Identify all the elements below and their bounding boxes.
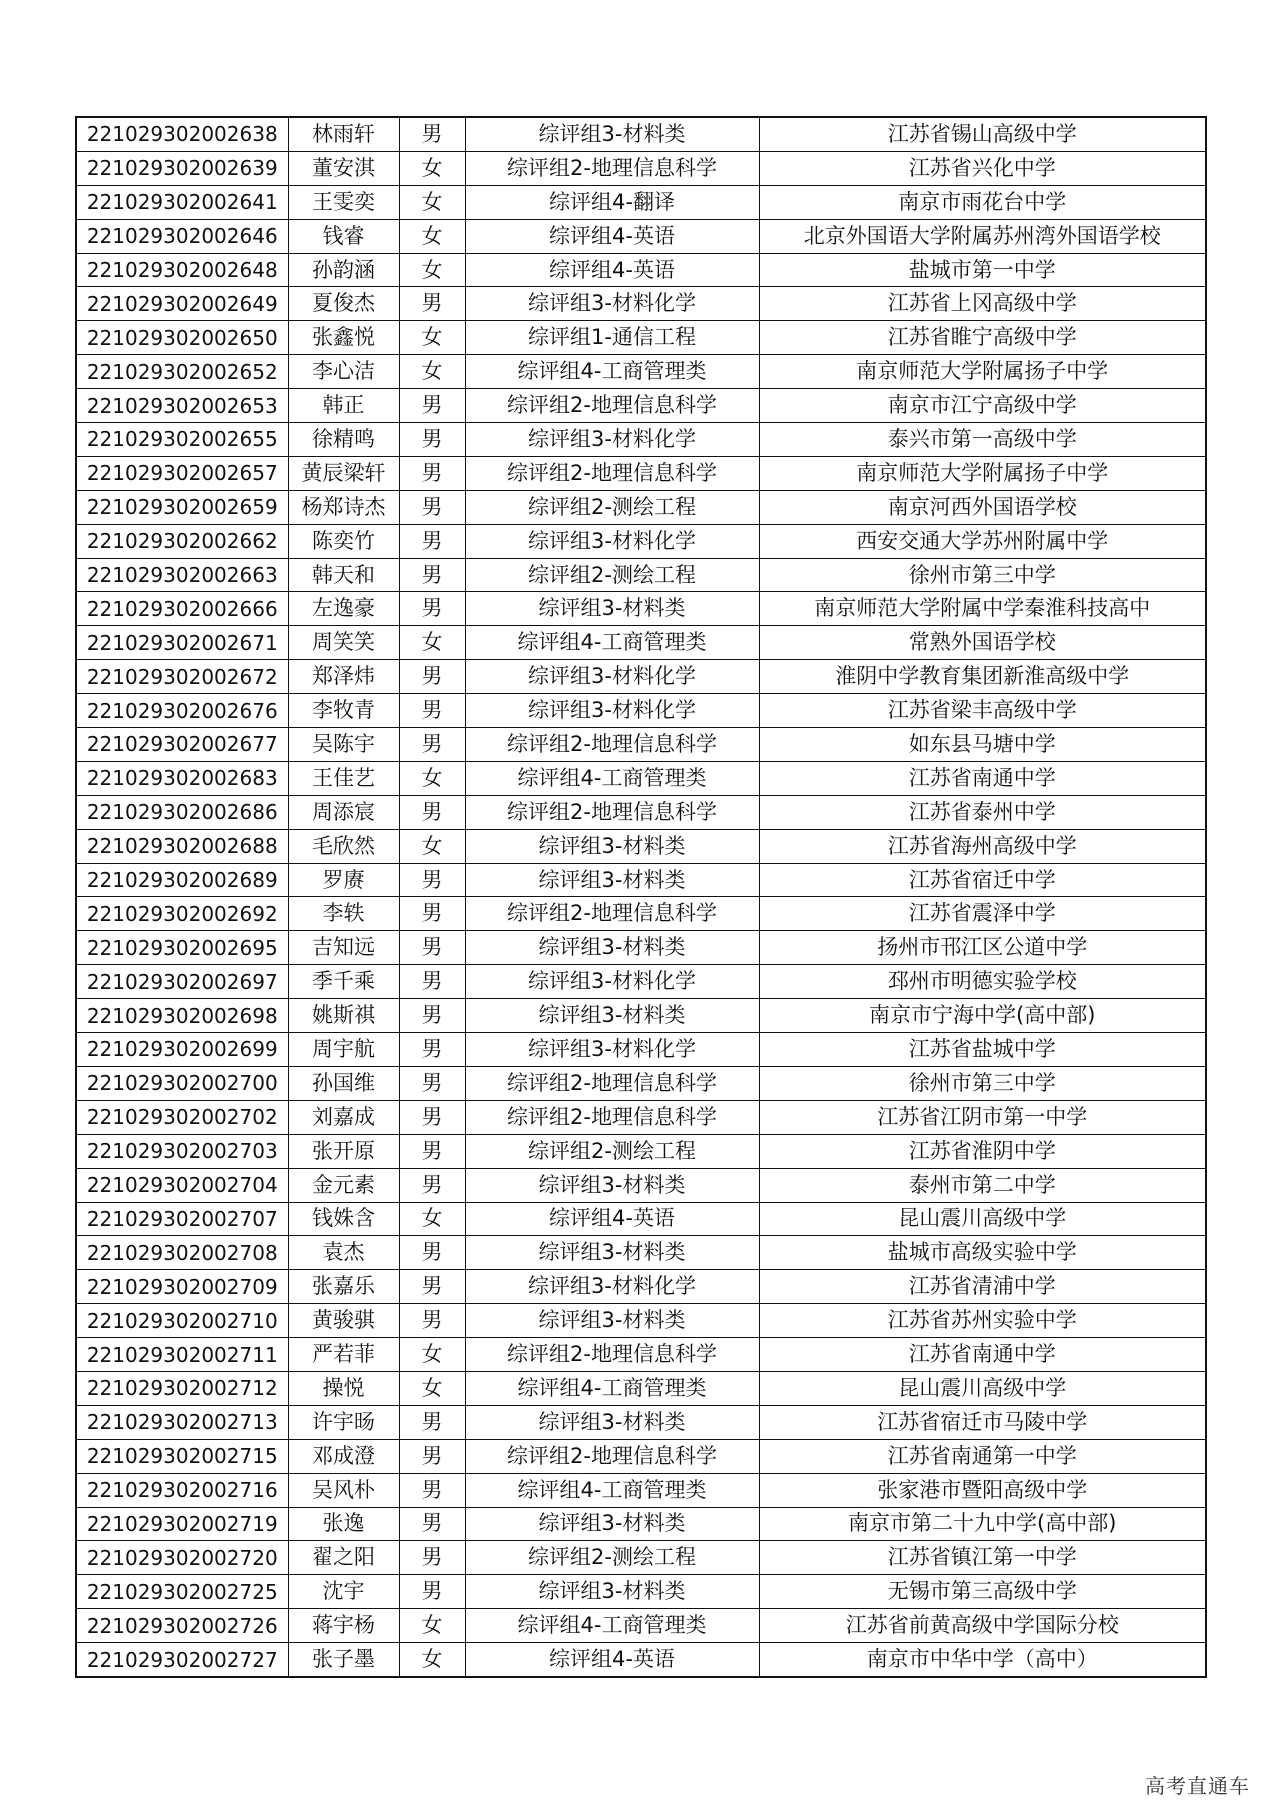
candidate-id-cell: 221029302002671 [76,626,288,660]
table-row [76,253,1206,287]
school-name-cell: 南京师范大学附属扬子中学 [759,456,1206,490]
gender-cell: 男 [399,1134,465,1168]
candidate-id-cell: 221029302002638 [76,117,288,151]
admission-group-cell: 综评组3-材料化学 [465,287,759,321]
admission-group-cell: 综评组2-地理信息科学 [465,728,759,762]
school-name-cell: 江苏省海州高级中学 [759,829,1206,863]
school-name-cell: 昆山震川高级中学 [759,1371,1206,1405]
candidate-id-cell: 221029302002703 [76,1134,288,1168]
school-name-cell: 南京市中华中学（高中） [759,1643,1206,1677]
gender-cell: 女 [399,219,465,253]
gender-cell: 女 [399,151,465,185]
student-name-cell: 王雯奕 [288,185,399,219]
table-row [76,660,1206,694]
admission-group-cell: 综评组2-地理信息科学 [465,1066,759,1100]
admission-group-cell: 综评组3-材料类 [465,863,759,897]
candidate-id-cell: 221029302002713 [76,1405,288,1439]
student-name-cell: 严若菲 [288,1338,399,1372]
table-row [76,761,1206,795]
school-name-cell: 常熟外国语学校 [759,626,1206,660]
candidate-id-cell: 221029302002692 [76,897,288,931]
candidate-id-cell: 221029302002657 [76,456,288,490]
candidate-id-cell: 221029302002720 [76,1541,288,1575]
gender-cell: 女 [399,185,465,219]
admission-group-cell: 综评组3-材料类 [465,592,759,626]
school-name-cell: 邳州市明德实验学校 [759,965,1206,999]
gender-cell: 男 [399,1405,465,1439]
school-name-cell: 江苏省南通中学 [759,761,1206,795]
student-name-cell: 罗赓 [288,863,399,897]
candidate-id-cell: 221029302002688 [76,829,288,863]
candidate-id-cell: 221029302002689 [76,863,288,897]
student-name-cell: 张子墨 [288,1643,399,1677]
table-row [76,490,1206,524]
candidate-id-cell: 221029302002639 [76,151,288,185]
gender-cell: 男 [399,456,465,490]
candidate-table-body [76,117,1206,1677]
admission-group-cell: 综评组3-材料化学 [465,524,759,558]
student-name-cell: 孙国维 [288,1066,399,1100]
admission-group-cell: 综评组3-材料化学 [465,694,759,728]
candidate-id-cell: 221029302002655 [76,423,288,457]
candidate-id-cell: 221029302002715 [76,1439,288,1473]
gender-cell: 女 [399,1371,465,1405]
school-name-cell: 西安交通大学苏州附属中学 [759,524,1206,558]
gender-cell: 女 [399,1643,465,1677]
school-name-cell: 南京师范大学附属中学秦淮科技高中 [759,592,1206,626]
candidate-id-cell: 221029302002704 [76,1168,288,1202]
student-name-cell: 李轶 [288,897,399,931]
candidate-id-cell: 221029302002662 [76,524,288,558]
school-name-cell: 江苏省锡山高级中学 [759,117,1206,151]
candidate-id-cell: 221029302002648 [76,253,288,287]
table-row [76,1270,1206,1304]
table-row [76,592,1206,626]
candidate-id-cell: 221029302002653 [76,389,288,423]
table-row [76,1134,1206,1168]
student-name-cell: 张鑫悦 [288,321,399,355]
admission-group-cell: 综评组4-英语 [465,219,759,253]
gender-cell: 男 [399,1439,465,1473]
table-row [76,151,1206,185]
gender-cell: 男 [399,1100,465,1134]
school-name-cell: 江苏省镇江第一中学 [759,1541,1206,1575]
school-name-cell: 江苏省盐城中学 [759,1033,1206,1067]
table-row [76,829,1206,863]
gender-cell: 男 [399,965,465,999]
candidate-id-cell: 221029302002716 [76,1473,288,1507]
student-name-cell: 张逸 [288,1507,399,1541]
gender-cell: 男 [399,863,465,897]
admission-group-cell: 综评组3-材料类 [465,829,759,863]
school-name-cell: 南京市宁海中学(高中部) [759,999,1206,1033]
gender-cell: 男 [399,287,465,321]
admission-group-cell: 综评组2-地理信息科学 [465,1439,759,1473]
student-name-cell: 许宇旸 [288,1405,399,1439]
table-row [76,456,1206,490]
admission-group-cell: 综评组2-地理信息科学 [465,389,759,423]
school-name-cell: 徐州市第三中学 [759,558,1206,592]
school-name-cell: 盐城市高级实验中学 [759,1236,1206,1270]
admission-group-cell: 综评组4-工商管理类 [465,355,759,389]
gender-cell: 男 [399,592,465,626]
student-name-cell: 金元素 [288,1168,399,1202]
candidate-id-cell: 221029302002700 [76,1066,288,1100]
school-name-cell: 南京师范大学附属扬子中学 [759,355,1206,389]
candidate-id-cell: 221029302002686 [76,795,288,829]
gender-cell: 男 [399,795,465,829]
school-name-cell: 江苏省宿迁中学 [759,863,1206,897]
student-name-cell: 张开原 [288,1134,399,1168]
student-name-cell: 陈奕竹 [288,524,399,558]
admission-group-cell: 综评组4-翻译 [465,185,759,219]
candidate-id-cell: 221029302002672 [76,660,288,694]
admission-group-cell: 综评组4-工商管理类 [465,1371,759,1405]
table-row [76,626,1206,660]
candidate-id-cell: 221029302002649 [76,287,288,321]
gender-cell: 男 [399,117,465,151]
school-name-cell: 江苏省睢宁高级中学 [759,321,1206,355]
school-name-cell: 无锡市第三高级中学 [759,1575,1206,1609]
school-name-cell: 南京市江宁高级中学 [759,389,1206,423]
gender-cell: 男 [399,660,465,694]
candidate-id-cell: 221029302002702 [76,1100,288,1134]
student-name-cell: 袁杰 [288,1236,399,1270]
student-name-cell: 董安淇 [288,151,399,185]
table-row [76,1507,1206,1541]
gender-cell: 男 [399,1473,465,1507]
table-row [76,1575,1206,1609]
gender-cell: 男 [399,423,465,457]
student-name-cell: 孙韵涵 [288,253,399,287]
table-row [76,1236,1206,1270]
candidate-id-cell: 221029302002707 [76,1202,288,1236]
admission-group-cell: 综评组4-工商管理类 [465,1609,759,1643]
gender-cell: 男 [399,524,465,558]
student-name-cell: 蒋宇杨 [288,1609,399,1643]
school-name-cell: 扬州市邗江区公道中学 [759,931,1206,965]
gender-cell: 男 [399,1575,465,1609]
school-name-cell: 淮阴中学教育集团新淮高级中学 [759,660,1206,694]
school-name-cell: 盐城市第一中学 [759,253,1206,287]
candidate-id-cell: 221029302002698 [76,999,288,1033]
table-row [76,863,1206,897]
table-row [76,355,1206,389]
student-name-cell: 李心洁 [288,355,399,389]
gender-cell: 女 [399,253,465,287]
gender-cell: 男 [399,389,465,423]
admission-group-cell: 综评组3-材料类 [465,1405,759,1439]
admission-group-cell: 综评组4-英语 [465,1643,759,1677]
school-name-cell: 南京市雨花台中学 [759,185,1206,219]
table-row [76,1609,1206,1643]
student-name-cell: 周添宸 [288,795,399,829]
table-row [76,321,1206,355]
gender-cell: 男 [399,999,465,1033]
table-row [76,1066,1206,1100]
candidate-id-cell: 221029302002699 [76,1033,288,1067]
student-name-cell: 刘嘉成 [288,1100,399,1134]
gender-cell: 男 [399,558,465,592]
gender-cell: 男 [399,1168,465,1202]
gender-cell: 男 [399,694,465,728]
table-row [76,694,1206,728]
admission-group-cell: 综评组2-地理信息科学 [465,151,759,185]
admission-group-cell: 综评组3-材料化学 [465,423,759,457]
school-name-cell: 江苏省清浦中学 [759,1270,1206,1304]
student-name-cell: 李牧青 [288,694,399,728]
table-row [76,1338,1206,1372]
student-name-cell: 钱姝含 [288,1202,399,1236]
student-name-cell: 吉知远 [288,931,399,965]
table-row [76,1202,1206,1236]
admission-group-cell: 综评组3-材料类 [465,999,759,1033]
table-row [76,1643,1206,1677]
candidate-id-cell: 221029302002659 [76,490,288,524]
school-name-cell: 江苏省南通中学 [759,1338,1206,1372]
table-row [76,965,1206,999]
school-name-cell: 江苏省兴化中学 [759,151,1206,185]
admission-group-cell: 综评组2-地理信息科学 [465,795,759,829]
gender-cell: 女 [399,1609,465,1643]
candidate-id-cell: 221029302002709 [76,1270,288,1304]
school-name-cell: 江苏省宿迁市马陵中学 [759,1405,1206,1439]
student-name-cell: 张嘉乐 [288,1270,399,1304]
admission-group-cell: 综评组2-地理信息科学 [465,456,759,490]
school-name-cell: 江苏省江阴市第一中学 [759,1100,1206,1134]
admission-group-cell: 综评组3-材料类 [465,1304,759,1338]
candidate-id-cell: 221029302002652 [76,355,288,389]
table-row [76,1405,1206,1439]
admission-group-cell: 综评组3-材料类 [465,1507,759,1541]
candidate-id-cell: 221029302002697 [76,965,288,999]
candidate-id-cell: 221029302002695 [76,931,288,965]
table-row [76,1304,1206,1338]
student-name-cell: 周笑笑 [288,626,399,660]
table-row [76,1473,1206,1507]
table-row [76,897,1206,931]
admission-group-cell: 综评组3-材料化学 [465,1033,759,1067]
candidate-id-cell: 221029302002683 [76,761,288,795]
admission-group-cell: 综评组4-工商管理类 [465,1473,759,1507]
student-name-cell: 徐精鸣 [288,423,399,457]
gender-cell: 男 [399,490,465,524]
table-row [76,728,1206,762]
gender-cell: 男 [399,897,465,931]
school-name-cell: 江苏省前黄高级中学国际分校 [759,1609,1206,1643]
table-row [76,1100,1206,1134]
student-name-cell: 周宇航 [288,1033,399,1067]
school-name-cell: 江苏省南通第一中学 [759,1439,1206,1473]
gender-cell: 男 [399,1236,465,1270]
admission-group-cell: 综评组4-工商管理类 [465,626,759,660]
admission-group-cell: 综评组4-英语 [465,1202,759,1236]
watermark-text: 高考直通车 [1145,1774,1250,1798]
gender-cell: 女 [399,1202,465,1236]
admission-group-cell: 综评组3-材料化学 [465,660,759,694]
gender-cell: 男 [399,1033,465,1067]
student-name-cell: 钱睿 [288,219,399,253]
candidate-id-cell: 221029302002727 [76,1643,288,1677]
gender-cell: 男 [399,728,465,762]
student-name-cell: 黄骏骐 [288,1304,399,1338]
gender-cell: 男 [399,1507,465,1541]
table-row [76,219,1206,253]
candidate-id-cell: 221029302002646 [76,219,288,253]
candidate-id-cell: 221029302002641 [76,185,288,219]
table-row [76,558,1206,592]
student-name-cell: 黄辰梁轩 [288,456,399,490]
table-row [76,1168,1206,1202]
table-row [76,117,1206,151]
student-name-cell: 吴陈宇 [288,728,399,762]
school-name-cell: 江苏省泰州中学 [759,795,1206,829]
gender-cell: 女 [399,761,465,795]
table-row [76,287,1206,321]
admission-group-cell: 综评组2-地理信息科学 [465,897,759,931]
candidate-id-cell: 221029302002726 [76,1609,288,1643]
admission-group-cell: 综评组3-材料类 [465,1236,759,1270]
table-row [76,1033,1206,1067]
table-row [76,931,1206,965]
candidate-id-cell: 221029302002650 [76,321,288,355]
gender-cell: 女 [399,829,465,863]
gender-cell: 男 [399,1270,465,1304]
candidate-table [75,116,1207,1678]
table-row [76,1541,1206,1575]
admission-group-cell: 综评组2-测绘工程 [465,1134,759,1168]
school-name-cell: 江苏省淮阴中学 [759,1134,1206,1168]
candidate-id-cell: 221029302002677 [76,728,288,762]
table-row [76,1439,1206,1473]
admission-group-cell: 综评组2-测绘工程 [465,558,759,592]
admission-group-cell: 综评组3-材料类 [465,117,759,151]
school-name-cell: 江苏省震泽中学 [759,897,1206,931]
school-name-cell: 泰州市第二中学 [759,1168,1206,1202]
gender-cell: 女 [399,1338,465,1372]
candidate-id-cell: 221029302002708 [76,1236,288,1270]
school-name-cell: 南京市第二十九中学(高中部) [759,1507,1206,1541]
student-name-cell: 杨郑诗杰 [288,490,399,524]
student-name-cell: 季千乘 [288,965,399,999]
student-name-cell: 毛欣然 [288,829,399,863]
gender-cell: 男 [399,1541,465,1575]
table-row [76,423,1206,457]
gender-cell: 女 [399,321,465,355]
admission-group-cell: 综评组3-材料化学 [465,1270,759,1304]
student-name-cell: 姚斯祺 [288,999,399,1033]
candidate-id-cell: 221029302002663 [76,558,288,592]
table-row [76,524,1206,558]
admission-group-cell: 综评组2-测绘工程 [465,1541,759,1575]
admission-group-cell: 综评组2-测绘工程 [465,490,759,524]
student-name-cell: 操悦 [288,1371,399,1405]
admission-group-cell: 综评组2-地理信息科学 [465,1100,759,1134]
school-name-cell: 江苏省梁丰高级中学 [759,694,1206,728]
admission-group-cell: 综评组3-材料类 [465,931,759,965]
admission-group-cell: 综评组3-材料化学 [465,965,759,999]
gender-cell: 男 [399,1304,465,1338]
candidate-id-cell: 221029302002710 [76,1304,288,1338]
admission-group-cell: 综评组4-英语 [465,253,759,287]
admission-group-cell: 综评组3-材料类 [465,1575,759,1609]
school-name-cell: 南京河西外国语学校 [759,490,1206,524]
school-name-cell: 江苏省上冈高级中学 [759,287,1206,321]
student-name-cell: 韩正 [288,389,399,423]
school-name-cell: 昆山震川高级中学 [759,1202,1206,1236]
student-name-cell: 王佳艺 [288,761,399,795]
school-name-cell: 泰兴市第一高级中学 [759,423,1206,457]
gender-cell: 女 [399,355,465,389]
student-name-cell: 林雨轩 [288,117,399,151]
gender-cell: 男 [399,931,465,965]
admission-group-cell: 综评组1-通信工程 [465,321,759,355]
gender-cell: 男 [399,1066,465,1100]
table-row [76,185,1206,219]
student-name-cell: 翟之阳 [288,1541,399,1575]
table-row [76,1371,1206,1405]
admission-group-cell: 综评组4-工商管理类 [465,761,759,795]
student-name-cell: 韩天和 [288,558,399,592]
school-name-cell: 徐州市第三中学 [759,1066,1206,1100]
table-row [76,999,1206,1033]
candidate-id-cell: 221029302002712 [76,1371,288,1405]
school-name-cell: 北京外国语大学附属苏州湾外国语学校 [759,219,1206,253]
student-name-cell: 夏俊杰 [288,287,399,321]
student-name-cell: 郑泽炜 [288,660,399,694]
candidate-id-cell: 221029302002666 [76,592,288,626]
school-name-cell: 江苏省苏州实验中学 [759,1304,1206,1338]
student-name-cell: 邓成澄 [288,1439,399,1473]
candidate-id-cell: 221029302002725 [76,1575,288,1609]
table-row [76,795,1206,829]
admission-group-cell: 综评组2-地理信息科学 [465,1338,759,1372]
student-name-cell: 吴风朴 [288,1473,399,1507]
school-name-cell: 如东县马塘中学 [759,728,1206,762]
candidate-id-cell: 221029302002676 [76,694,288,728]
candidate-id-cell: 221029302002719 [76,1507,288,1541]
table-row [76,389,1206,423]
student-name-cell: 左逸豪 [288,592,399,626]
candidate-id-cell: 221029302002711 [76,1338,288,1372]
student-name-cell: 沈宇 [288,1575,399,1609]
gender-cell: 女 [399,626,465,660]
school-name-cell: 张家港市暨阳高级中学 [759,1473,1206,1507]
admission-group-cell: 综评组3-材料类 [465,1168,759,1202]
